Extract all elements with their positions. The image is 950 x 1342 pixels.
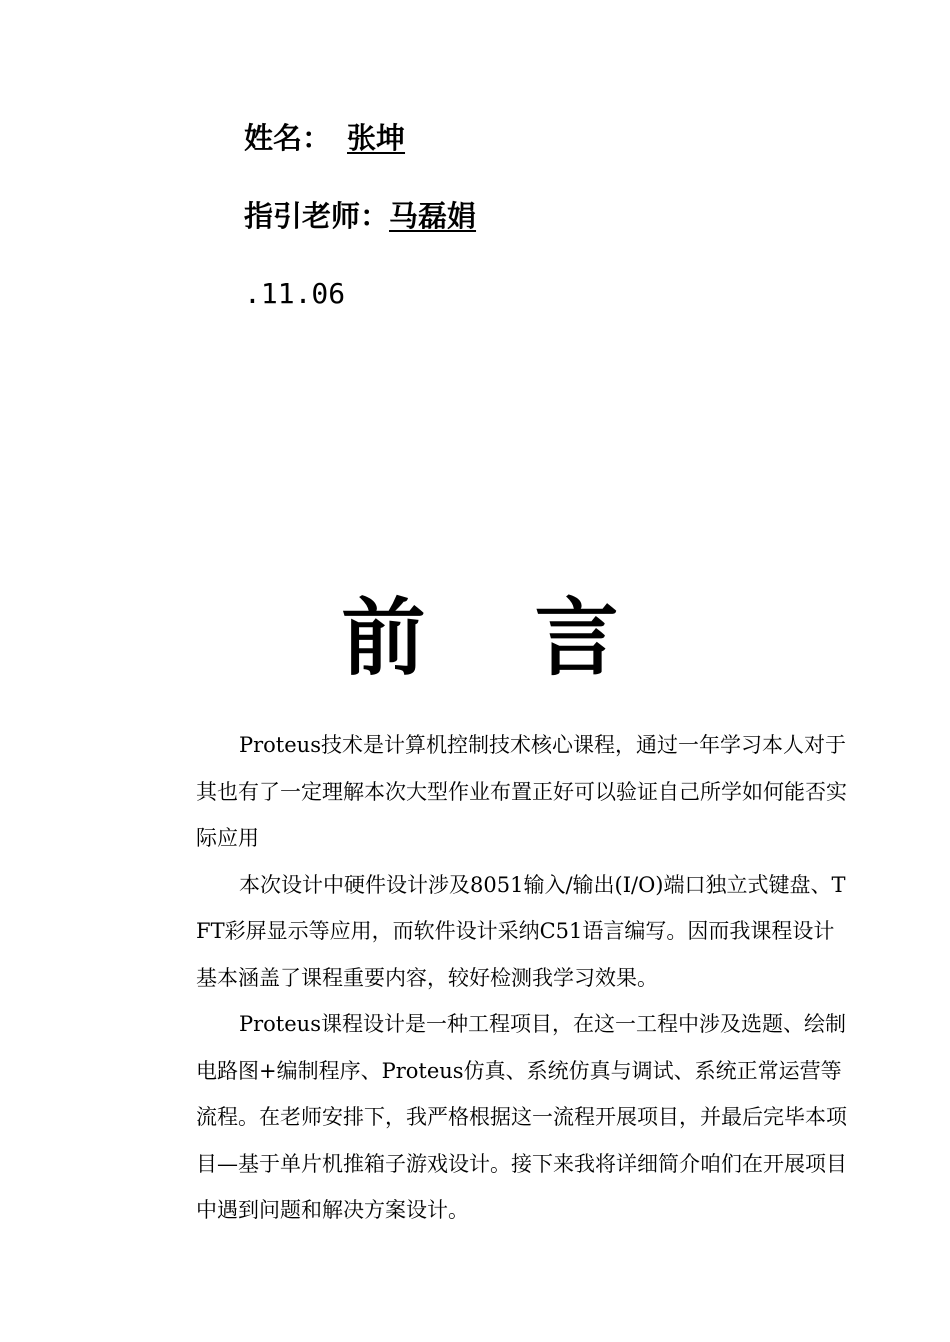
preface-paragraph-1: Proteus技术是计算机控制技术核心课程，通过一年学习本人对于其也有了一定理解本次大型作业布置正好可以验证自己所学如何能否实际应用 xyxy=(196,733,847,850)
student-name-line xyxy=(244,120,405,156)
preface-paragraph-2: 本次设计中硬件设计涉及8051输入/输出(I/O)端口独立式键盘、TFT彩屏显示等应用，而软件设计采纳C51语言编写。因而我课程设计基本涵盖了课程重要内容，较好检测我学习效果。 xyxy=(196,872,846,990)
preface-body xyxy=(196,722,848,1234)
name-value: 张坤 xyxy=(347,121,406,155)
name-label: 姓名： xyxy=(244,121,332,155)
teacher-value: 马磊娟 xyxy=(389,199,477,233)
teacher-label: 指引老师： xyxy=(244,199,390,233)
date-line: .11.06 xyxy=(244,277,346,310)
preface-title: 前 言 xyxy=(341,588,659,687)
teacher-line xyxy=(244,198,476,234)
preface-paragraph-3: Proteus课程设计是一种工程项目，在这一工程中涉及选题、绘制电路图+编制程序、Proteus仿真、系统仿真与调试、系统正常运营等流程。在老师安排下，我严格根据这一流程开展项目，并最后完毕本项目—基于单片机推箱子游戏设计。接下来我将详细简介咱们在开展项目中遇到问题和解决方案设计。 xyxy=(196,1012,847,1222)
